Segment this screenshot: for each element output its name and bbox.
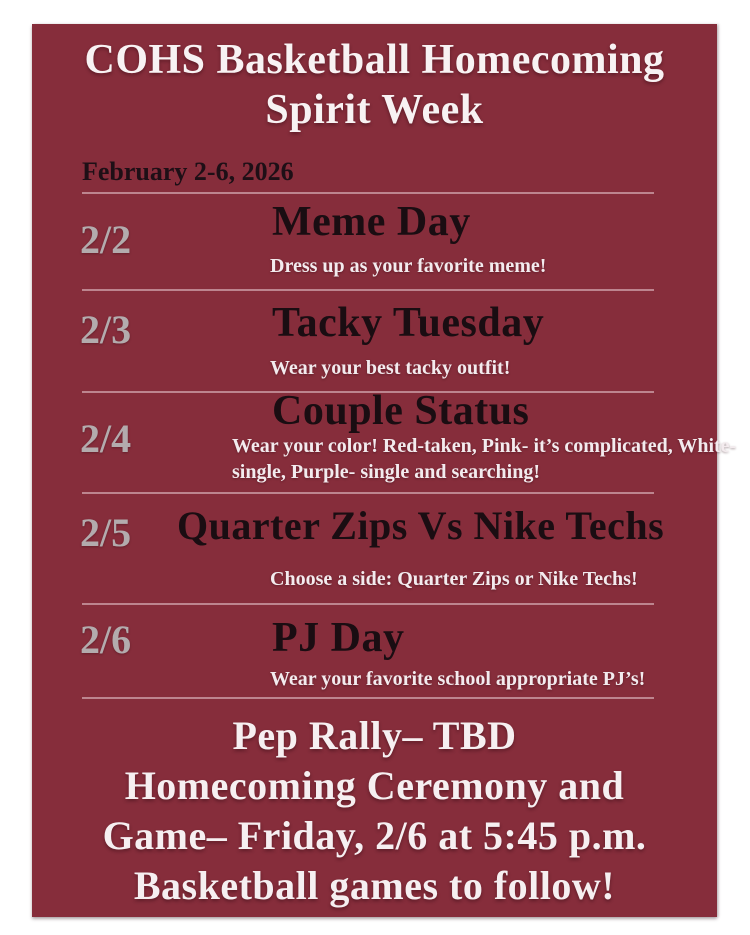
date-range: February 2-6, 2026	[82, 157, 294, 186]
day-description: Choose a side: Quarter Zips or Nike Techs!	[270, 568, 638, 590]
day-date: 2/3	[80, 307, 132, 352]
day-title: Tacky Tuesday	[272, 300, 545, 346]
spirit-week-poster	[32, 24, 737, 917]
divider	[82, 492, 654, 494]
day-description: Dress up as your favorite meme!	[270, 255, 547, 277]
divider	[82, 289, 654, 291]
day-title: Couple Status	[272, 388, 530, 434]
day-description: Wear your favorite school appropriate PJ’s!	[270, 668, 646, 690]
footer-line-game-time: Game– Friday, 2/6 at 5:45 p.m.	[102, 813, 647, 858]
day-date: 2/6	[80, 617, 132, 662]
day-title: Meme Day	[272, 199, 471, 245]
day-date: 2/5	[80, 510, 132, 555]
footer-line-ceremony: Homecoming Ceremony and	[124, 763, 625, 808]
divider	[82, 603, 654, 605]
footer-info	[32, 711, 717, 911]
day-date: 2/2	[80, 217, 132, 262]
day-description: Wear your color! Red-taken, Pink- it’s complicated, White- single, Purple- single and searching!	[232, 435, 737, 483]
day-title: PJ Day	[272, 615, 405, 661]
day-description: Wear your best tacky outfit!	[270, 357, 511, 379]
divider	[82, 697, 654, 699]
divider	[82, 192, 654, 194]
footer-line-pep-rally: Pep Rally– TBD	[232, 713, 517, 758]
poster-title-line1: COHS Basketball Homecoming	[84, 37, 665, 83]
footer-line-games-follow: Basketball games to follow!	[133, 863, 616, 908]
poster-title-line2: Spirit Week	[265, 87, 484, 133]
day-date: 2/4	[80, 416, 132, 461]
poster-title	[32, 35, 717, 135]
day-title: Quarter Zips Vs Nike Techs	[177, 503, 665, 548]
